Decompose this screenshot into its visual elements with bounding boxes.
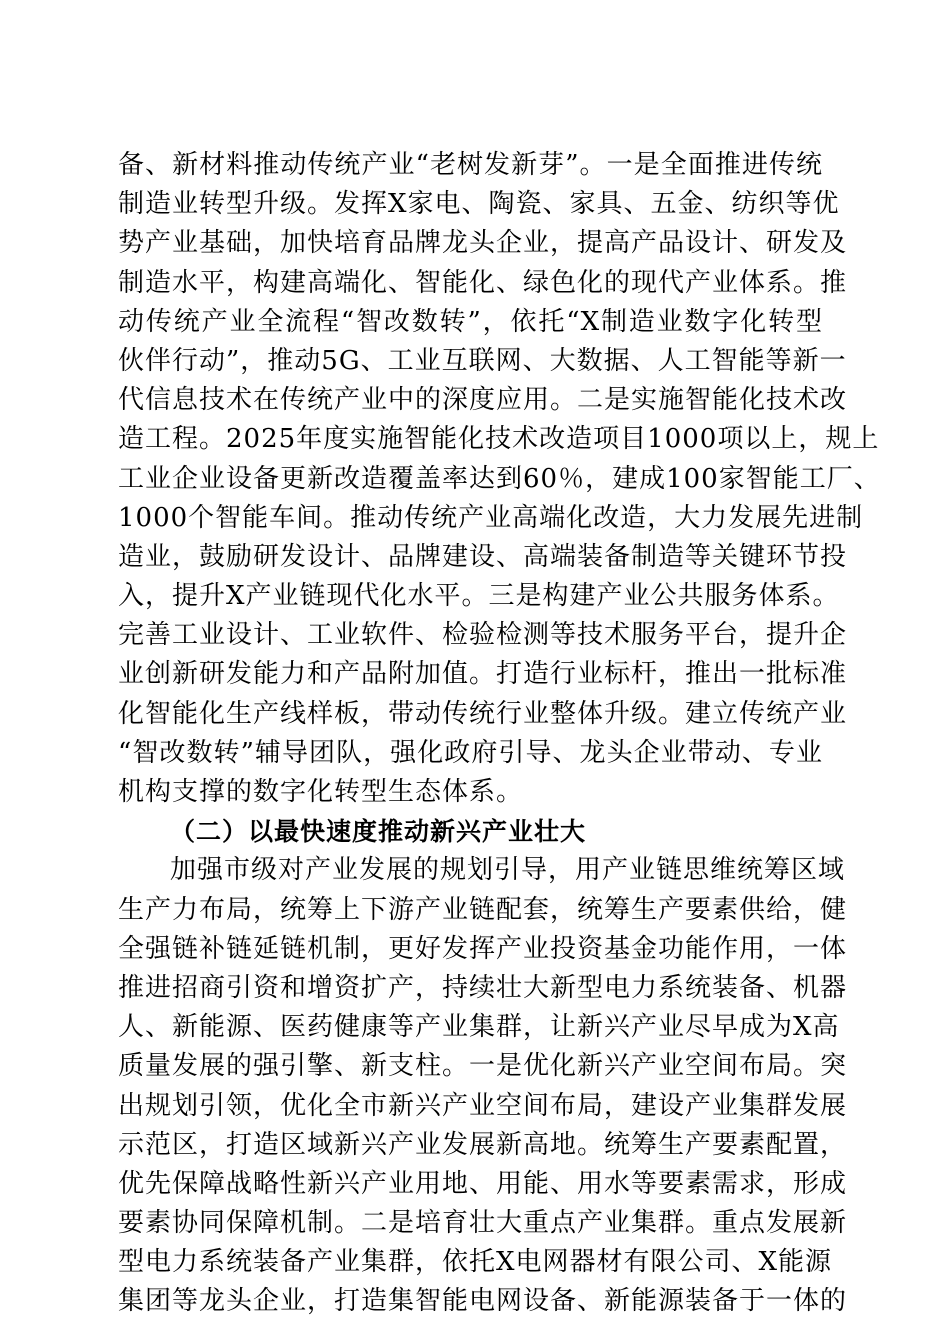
text-line: 要素协同保障机制。二是培育壮大重点产业集群。重点发展新 [118, 1208, 848, 1239]
text-line: 人、新能源、医药健康等产业集群，让新兴产业尽早成为X高 [118, 1012, 840, 1043]
text-line: 型电力系统装备产业集群，依托X电网器材有限公司、X能源 [118, 1247, 833, 1278]
text-line: 完善工业设计、工业软件、检验检测等技术服务平台，提升企 [118, 620, 848, 651]
text-line: 工业企业设备更新改造覆盖率达到60％，建成100家智能工厂、 [118, 463, 881, 494]
text-line: 业创新研发能力和产品附加值。打造行业标杆，推出一批标准 [118, 659, 848, 690]
text-line: 备、新材料推动传统产业“老树发新芽”。一是全面推进传统 [118, 150, 823, 180]
text-line: 制造业转型升级。发挥X家电、陶瓷、家具、五金、纺织等优 [118, 189, 840, 220]
text-line: 制造水平，构建高端化、智能化、绿色化的现代产业体系。推 [118, 267, 848, 298]
text-line: 加强市级对产业发展的规划引导，用产业链思维统筹区域 [170, 855, 846, 886]
text-line: 势产业基础，加快培育品牌龙头企业，提高产品设计、研发及 [118, 228, 848, 259]
text-line: 出规划引领，优化全市新兴产业空间布局，建设产业集群发展 [118, 1090, 848, 1121]
text-line: 造业，鼓励研发设计、品牌建设、高端装备制造等关键环节投 [118, 541, 848, 572]
text-line: 推进招商引资和增资扩产，持续壮大新型电力系统装备、机器 [118, 972, 848, 1003]
section-heading: （二）以最快速度推动新兴产业壮大 [170, 817, 587, 847]
text-line: 示范区，打造区域新兴产业发展新高地。统筹生产要素配置， [118, 1129, 848, 1160]
text-line: 1000个智能车间。推动传统产业高端化改造，大力发展先进制 [118, 502, 864, 533]
text-line: 集团等龙头企业，打造集智能电网设备、新能源装备于一体的 [118, 1286, 848, 1317]
text-line: “智改数转”辅导团队，强化政府引导、龙头企业带动、专业 [118, 737, 823, 768]
text-line: 伙伴行动”，推动5G、工业互联网、大数据、人工智能等新一 [118, 345, 847, 376]
text-line: 动传统产业全流程“智改数转”，依托“X制造业数字化转型 [118, 306, 823, 337]
text-line: 代信息技术在传统产业中的深度应用。二是实施智能化技术改 [118, 385, 848, 416]
text-line: 化智能化生产线样板，带动传统行业整体升级。建立传统产业 [118, 698, 848, 729]
text-line: 入，提升X产业链现代化水平。三是构建产业公共服务体系。 [118, 581, 840, 612]
text-line: 造工程。2025年度实施智能化技术改造项目1000项以上，规上 [118, 424, 880, 455]
document-page [118, 146, 881, 1322]
text-line: 优先保障战略性新兴产业用地、用能、用水等要素需求，形成 [118, 1168, 848, 1199]
text-line: 机构支撑的数字化转型生态体系。 [118, 777, 524, 807]
text-line: 生产力布局，统筹上下游产业链配套，统筹生产要素供给，健 [118, 894, 848, 925]
text-line: 全强链补链延链机制，更好发挥产业投资基金功能作用，一体 [118, 933, 848, 964]
text-line: 质量发展的强引擎、新支柱。一是优化新兴产业空间布局。突 [118, 1051, 848, 1082]
